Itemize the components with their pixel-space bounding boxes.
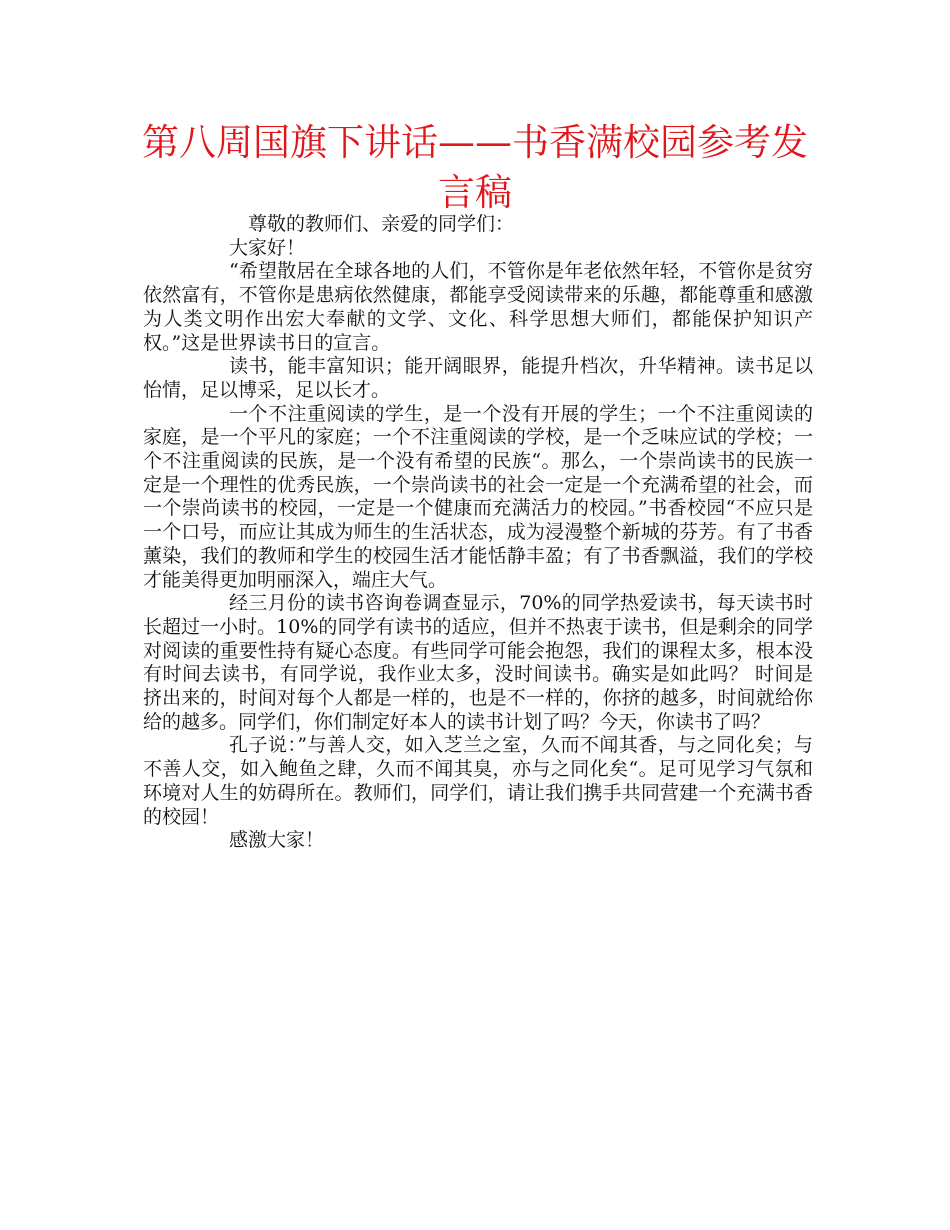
paragraph-reading-benefits: 读书，能丰富知识；能开阔眼界，能提升档次，升华精神。读书足以怡情，足以博采，足以长才。 (143, 355, 813, 401)
greeting: 大家好！ (229, 236, 306, 259)
paragraph-quote: “希望散居在全球各地的人们，不管你是年老依然年轻，不管你是贫穷依然富有，不管你是患病依然健康，都能享受阅读带来的乐趣，都能尊重和感激为人类文明作出宏大奉献的文学、文化、科学思想大师们，都能保护知识产权。”这是世界读书日的宣言。 (143, 260, 813, 354)
paragraph-confucius: 孔子说：”与善人交，如入芝兰之室，久而不闻其香，与之同化矣；与不善人交，如入鲍鱼之肆，久而不闻其臭，亦与之同化矣“。足可见学习气氛和环境对人生的妨碍所在。教师们，同学们，请让我们携手共同营建一个充满书香的校园！ (143, 734, 813, 828)
paragraph-reading-importance: 一个不注重阅读的学生，是一个没有开展的学生；一个不注重阅读的家庭，是一个平凡的家庭；一个不注重阅读的学校，是一个乏味应试的学校；一个不注重阅读的民族，是一个没有希望的民族“。那么，一个崇尚读书的民族一定是一个理性的优秀民族，一个崇尚读书的社会一定是一个充满希望的社会，而一个崇尚读书的校园，一定是一个健康而充满活力的校园。”书香校园“不应只是一个口号，而应让其成为师生的生活状态，成为浸漫整个新城的芬芳。有了书香薰染，我们的教师和学生的校园生活才能恬静丰盈；有了书香飘溢，我们的学校才能美得更加明丽深入，端庄大气。 (143, 402, 813, 591)
salutation: 尊敬的教师们、亲爱的同学们： (248, 213, 515, 235)
paragraph-survey: 经三月份的读书咨询卷调查显示，70%的同学热爱读书，每天读书时长超过一小时。10%的同学有读书的适应，但并不热衷于读书，但是剩余的同学对阅读的重要性持有疑心态度。有些同学可能会抱怨，我们的课程太多，根本没有时间去读书，有同学说，我作业太多，没时间读书。确实是如此吗？ 时间是挤出来的，时间对每个人都是一样的，也是不一样的，你挤的越多，时间就给你给的越多。同学们，你们制定好本人的读书计划了吗？今天，你读书了吗？ (143, 592, 813, 733)
document-body (143, 213, 813, 853)
closing-line: 感激大家！ (229, 829, 325, 852)
document-title: 第八周国旗下讲话——书香满校园参考发言稿 (142, 121, 808, 214)
